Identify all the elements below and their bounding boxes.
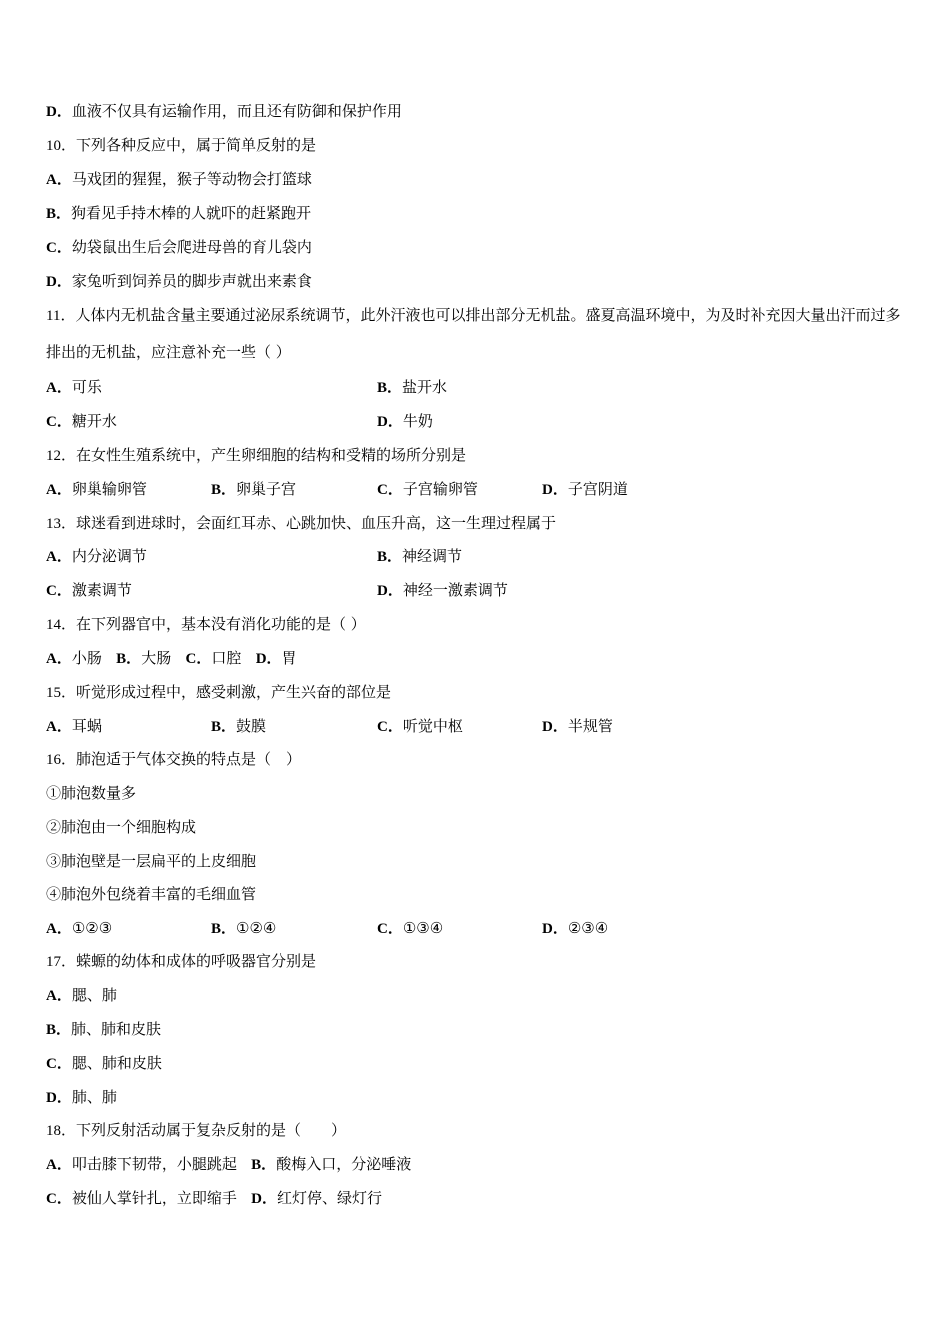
option-key: D． [377, 583, 403, 599]
q12-option-d [542, 479, 628, 500]
option-key: B． [46, 1022, 72, 1038]
option-text: 盐开水 [402, 378, 448, 396]
option-text: 半规管 [567, 717, 613, 735]
option-key: A． [46, 719, 72, 735]
question-number: 13． [46, 516, 77, 532]
question-text: 在女性生殖系统中，产生卵细胞的结构和受精的场所分别是 [76, 446, 467, 464]
option-text: 鼓膜 [236, 717, 267, 735]
option-key: C． [377, 719, 403, 735]
option-key: A． [46, 380, 72, 396]
q15-option-a [46, 716, 102, 737]
q11-option-d [377, 411, 433, 432]
q12-option-c [377, 479, 478, 500]
option-text: 牛奶 [402, 412, 433, 430]
option-text: 神经调节 [402, 547, 463, 565]
option-key: A． [46, 1157, 72, 1173]
q10-option-b [46, 203, 311, 224]
question-text: 蝾螈的幼体和成体的呼吸器官分别是 [76, 952, 317, 970]
option-text: 耳蜗 [71, 717, 102, 735]
question-number: 11． [46, 308, 76, 324]
q11-option-b [377, 377, 447, 398]
q14-options [46, 648, 297, 669]
option-key: D． [255, 651, 282, 667]
option-key: A． [46, 921, 72, 937]
option-key: C． [185, 651, 212, 667]
option-key: D． [251, 1191, 278, 1207]
option-text: 口腔 [211, 649, 242, 667]
option-text: 糖开水 [71, 412, 117, 430]
question-number: 14． [46, 617, 77, 633]
question-number: 12． [46, 448, 77, 464]
question-number: 15． [46, 685, 77, 701]
q17-option-b [46, 1019, 161, 1040]
q15-stem [46, 682, 391, 703]
option-text: 狗看见手持木棒的人就吓的赶紧跑开 [71, 204, 312, 222]
option-key: C． [46, 1056, 72, 1072]
q10-stem [46, 135, 316, 156]
option-key: B． [251, 1157, 277, 1173]
q16-stem [46, 749, 301, 770]
question-text: 人体内无机盐含量主要通过泌尿系统调节，此外汗液也可以排出部分无机盐。盛夏高温环境中，为及时补充因大量出汗而过多排出的无机盐，应注意补充一些（ ） [46, 306, 901, 361]
q10-option-c [46, 237, 312, 258]
q18-options-ab [46, 1154, 411, 1175]
option-text: 子宫输卵管 [402, 480, 478, 498]
q16-option-d [542, 918, 608, 939]
option-text: 大肠 [141, 649, 172, 667]
question-text: 肺泡适于气体交换的特点是（ ） [76, 750, 302, 768]
option-key: B． [116, 651, 142, 667]
q13-option-b [377, 546, 462, 567]
option-text: 卵巢子宫 [236, 480, 297, 498]
q10-option-a [46, 169, 312, 190]
option-text: 听觉中枢 [402, 717, 463, 735]
option-key: A． [46, 172, 72, 188]
option-key: A． [46, 549, 72, 565]
option-text: 腮、肺和皮肤 [71, 1054, 162, 1072]
option-key: C． [46, 414, 72, 430]
option-text: 肺、肺和皮肤 [71, 1020, 162, 1038]
option-key: A． [46, 988, 72, 1004]
q15-option-b [211, 716, 266, 737]
option-text: 小肠 [71, 649, 102, 667]
option-text: 可乐 [71, 378, 102, 396]
q16-option-b [211, 918, 276, 939]
option-key: A． [46, 482, 72, 498]
question-text: 听觉形成过程中，感受刺激，产生兴奋的部位是 [76, 683, 392, 701]
q9-option-d [46, 101, 402, 122]
q16-item-2: ②肺泡由一个细胞构成 [46, 818, 197, 836]
option-text: 马戏团的猩猩，猴子等动物会打篮球 [71, 170, 312, 188]
option-key: B． [377, 549, 403, 565]
option-key: C． [377, 921, 403, 937]
q10-option-d [46, 271, 312, 292]
question-text: 下列各种反应中，属于简单反射的是 [76, 136, 317, 154]
option-text: 子宫阴道 [567, 480, 628, 498]
q15-option-d [542, 716, 613, 737]
option-text: 幼袋鼠出生后会爬进母兽的育儿袋内 [71, 238, 312, 256]
option-text: 神经一激素调节 [402, 581, 508, 599]
option-text: ②③④ [567, 919, 609, 937]
option-text: ①②④ [236, 919, 277, 937]
option-key: B． [211, 482, 237, 498]
option-text: 腮、肺 [71, 986, 117, 1004]
option-text: 酸梅入口，分泌唾液 [276, 1155, 412, 1173]
option-text: ①③④ [402, 919, 444, 937]
q16-item-3: ③肺泡壁是一层扁平的上皮细胞 [46, 852, 257, 870]
option-text: 内分泌调节 [71, 547, 147, 565]
option-text: 血液不仅具有运输作用，而且还有防御和保护作用 [71, 102, 402, 120]
option-key: B． [211, 719, 237, 735]
q17-stem [46, 951, 316, 972]
option-key: B． [211, 921, 237, 937]
option-key: D． [377, 414, 403, 430]
question-text: 球迷看到进球时，会面红耳赤、心跳加快、血压升高，这一生理过程属于 [76, 514, 557, 532]
q13-option-d [377, 580, 508, 601]
option-key: B． [46, 206, 72, 222]
question-text: 在下列器官中，基本没有消化功能的是（ ） [76, 615, 366, 633]
option-key: C． [377, 482, 403, 498]
option-text: ①②③ [71, 919, 113, 937]
q18-stem [46, 1120, 346, 1141]
option-key: C． [46, 583, 72, 599]
option-text: 激素调节 [71, 581, 132, 599]
q11-option-a [46, 377, 102, 398]
q17-option-d [46, 1087, 117, 1108]
q11-option-c [46, 411, 117, 432]
q17-option-c [46, 1053, 162, 1074]
q11-stem [46, 297, 906, 370]
option-text: 卵巢输卵管 [71, 480, 147, 498]
option-key: D． [542, 719, 568, 735]
option-key: D． [46, 1090, 72, 1106]
option-text: 叩击膝下韧带，小腿跳起 [71, 1155, 237, 1173]
option-text: 肺、肺 [71, 1088, 117, 1106]
q16-item-4: ④肺泡外包绕着丰富的毛细血管 [46, 885, 257, 903]
q12-option-a [46, 479, 147, 500]
option-key: D． [46, 104, 72, 120]
q18-options-cd [46, 1188, 382, 1209]
q15-option-c [377, 716, 463, 737]
option-key: D． [542, 921, 568, 937]
q12-option-b [211, 479, 296, 500]
q13-option-c [46, 580, 132, 601]
q13-stem [46, 513, 556, 534]
question-number: 17． [46, 954, 77, 970]
q13-option-a [46, 546, 147, 567]
option-text: 家兔听到饲养员的脚步声就出来素食 [71, 272, 312, 290]
question-number: 10． [46, 138, 77, 154]
option-key: D． [542, 482, 568, 498]
question-text: 下列反射活动属于复杂反射的是（ ） [76, 1121, 347, 1139]
q17-option-a [46, 985, 117, 1006]
option-key: B． [377, 380, 403, 396]
option-text: 胃 [281, 649, 297, 667]
option-key: C． [46, 240, 72, 256]
question-number: 18． [46, 1123, 77, 1139]
q16-item-1: ①肺泡数量多 [46, 784, 137, 802]
q16-option-c [377, 918, 443, 939]
q14-stem [46, 614, 366, 635]
option-key: C． [46, 1191, 72, 1207]
option-key: A． [46, 651, 72, 667]
question-number: 16． [46, 752, 77, 768]
q12-stem [46, 445, 466, 466]
option-key: D． [46, 274, 72, 290]
option-text: 被仙人掌针扎，立即缩手 [71, 1189, 237, 1207]
q16-option-a [46, 918, 112, 939]
option-text: 红灯停、绿灯行 [277, 1189, 383, 1207]
